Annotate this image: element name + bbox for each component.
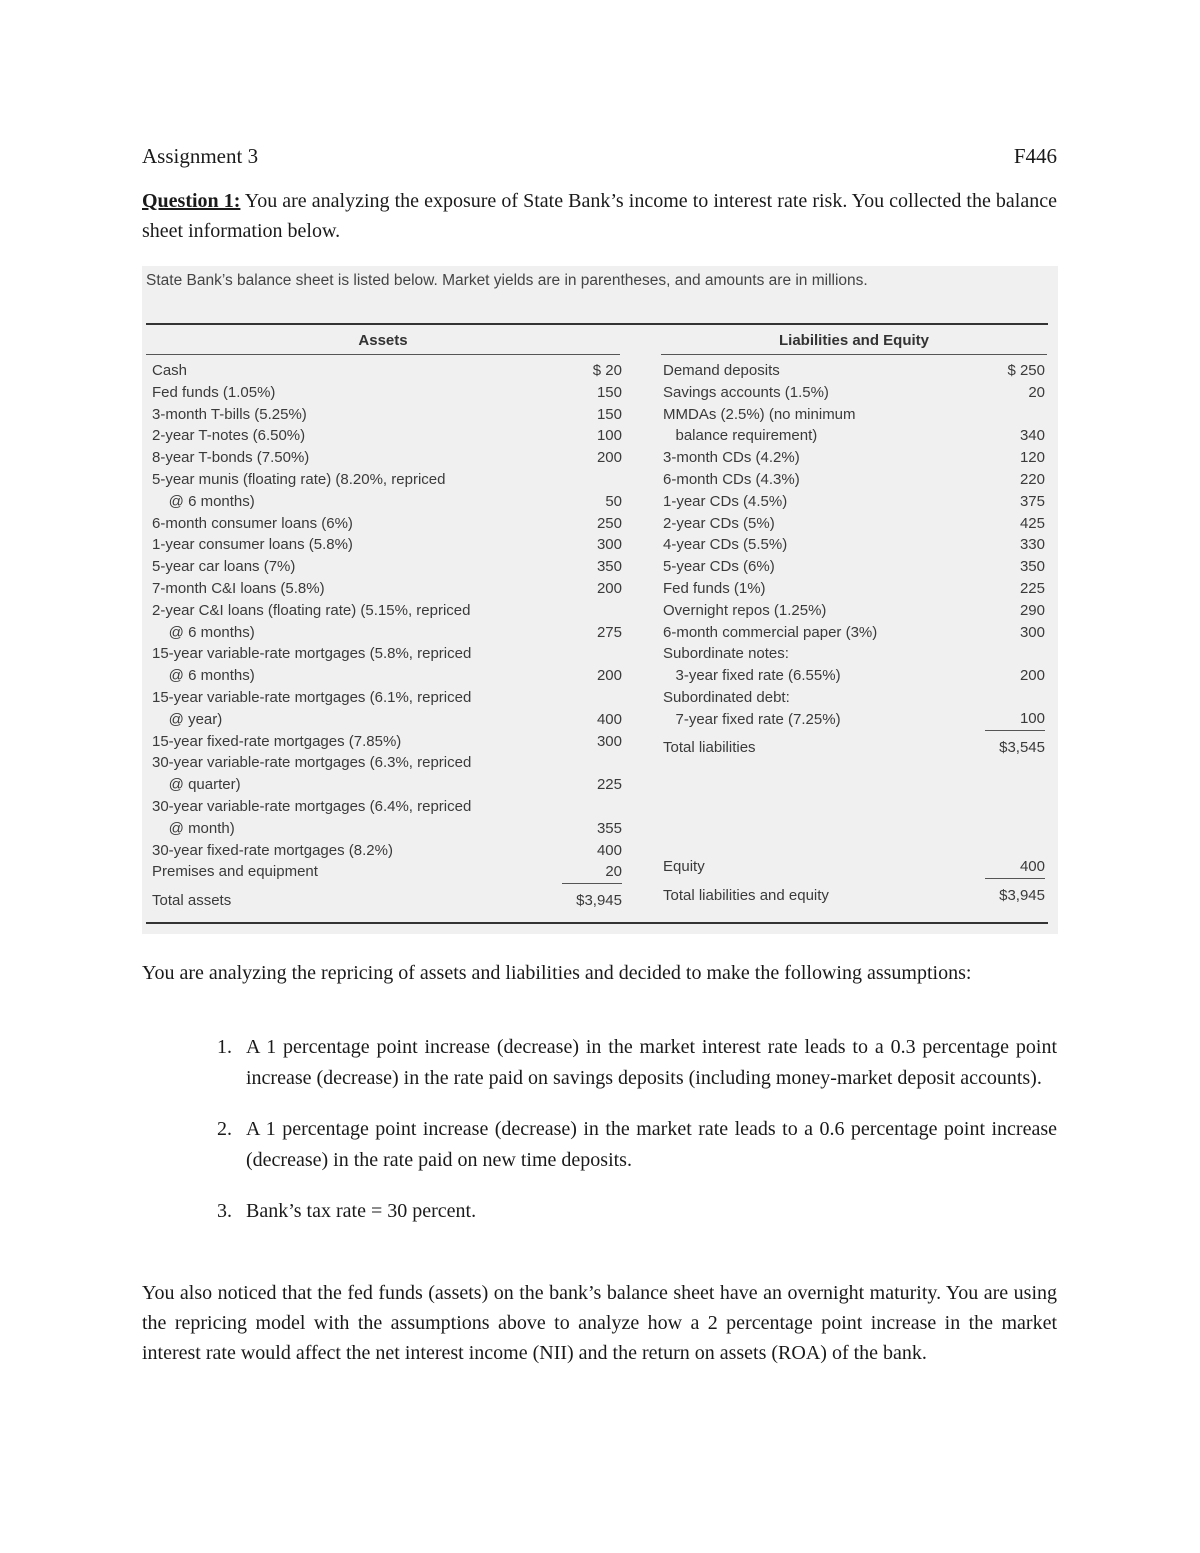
table-row xyxy=(663,687,1045,731)
question-1 xyxy=(142,186,1057,246)
row-label: Total assets xyxy=(152,892,232,910)
row-label: Subordinated debt: 7-year fixed rate (7.25%) xyxy=(663,688,841,728)
row-amount: 120 xyxy=(1019,449,1045,467)
list-text: A 1 percentage point increase (decrease) in the market rate leads to a 0.6 percentage point increase (decrease) in the rate paid on new time deposits. xyxy=(246,1118,1057,1171)
table-row xyxy=(152,731,622,753)
row-amount: 300 xyxy=(596,536,622,554)
row-label: 5-year car loans (7%) xyxy=(152,558,296,576)
table-row xyxy=(152,360,622,382)
row-amount: 200 xyxy=(596,667,622,685)
table-row xyxy=(152,796,622,840)
row-amount: 275 xyxy=(596,623,622,641)
table-row xyxy=(663,491,1045,513)
table-row xyxy=(663,856,1045,879)
row-label: 15-year fixed-rate mortgages (7.85%) xyxy=(152,732,402,750)
table-row xyxy=(663,643,1045,687)
list-number: 1. xyxy=(217,1036,232,1058)
list-number: 2. xyxy=(217,1118,232,1140)
row-label: Total liabilities xyxy=(663,738,756,756)
row-amount: 425 xyxy=(1019,514,1045,532)
table-row xyxy=(663,447,1045,469)
table-row xyxy=(152,578,622,600)
table-row xyxy=(152,513,622,535)
row-amount: 355 xyxy=(596,819,622,837)
row-label: Cash xyxy=(152,362,188,379)
row-label: 8-year T-bonds (7.50%) xyxy=(152,449,310,467)
row-amount: $ 20 xyxy=(592,362,622,379)
row-label: Equity xyxy=(663,858,705,876)
table-row xyxy=(663,382,1045,404)
closing-paragraph: You also noticed that the fed funds (assets) on the bank’s balance sheet have an overnight maturity. You are using the repricing model with the assumptions above to analyze how a 2 percentage point increase in the market interest rate would affect the net interest income (NII) and the return on assets (ROA) of the bank. xyxy=(142,1282,1057,1364)
row-label: Overnight repos (1.25%) xyxy=(663,601,827,619)
table-top-rule xyxy=(146,323,1048,325)
table-row xyxy=(152,425,622,447)
row-label: 15-year variable-rate mortgages (5.8%, repriced @ 6 months) xyxy=(152,645,472,685)
row-amount: $ 250 xyxy=(1007,362,1045,379)
row-amount: 400 xyxy=(596,710,622,728)
row-amount: 300 xyxy=(596,732,622,750)
row-amount: 220 xyxy=(1019,470,1045,488)
table-row xyxy=(152,600,622,644)
row-amount: 200 xyxy=(596,579,622,597)
row-label: 3-month CDs (4.2%) xyxy=(663,449,800,467)
row-amount: 350 xyxy=(596,558,622,576)
list-item xyxy=(142,1032,1057,1094)
row-amount: 100 xyxy=(985,708,1045,731)
row-label: 5-year CDs (6%) xyxy=(663,558,775,576)
table-row xyxy=(663,737,1045,759)
row-amount: 20 xyxy=(562,861,622,884)
row-amount: 290 xyxy=(1019,601,1045,619)
table-row xyxy=(152,534,622,556)
row-label: Total liabilities and equity xyxy=(663,887,829,905)
liabilities-header: Liabilities and Equity xyxy=(778,332,930,349)
row-amount: 200 xyxy=(1019,667,1045,685)
row-label: Savings accounts (1.5%) xyxy=(663,383,829,401)
row-label: 5-year munis (floating rate) (8.20%, repriced @ 6 months) xyxy=(152,470,446,510)
table-row xyxy=(663,885,1045,907)
row-amount: 150 xyxy=(596,405,622,423)
table-row xyxy=(152,840,622,862)
row-amount: 330 xyxy=(1019,536,1045,554)
row-amount: 150 xyxy=(596,383,622,401)
list-number: 3. xyxy=(217,1200,232,1222)
row-label: 6-month commercial paper (3%) xyxy=(663,623,878,641)
row-label: 1-year CDs (4.5%) xyxy=(663,492,788,510)
row-label: 2-year CDs (5%) xyxy=(663,514,775,532)
table-row xyxy=(152,861,622,884)
question-label: Question 1: xyxy=(142,190,241,212)
row-amount: 340 xyxy=(1019,427,1045,445)
row-label: 6-month consumer loans (6%) xyxy=(152,514,353,532)
list-item xyxy=(142,1114,1057,1176)
table-row xyxy=(152,382,622,404)
question-text: You are analyzing the exposure of State Bank’s income to interest rate risk. You collected the balance sheet information below. xyxy=(142,190,1057,242)
row-amount: $3,945 xyxy=(999,887,1045,905)
table-bottom-rule xyxy=(146,922,1048,924)
row-amount: 20 xyxy=(1028,383,1045,401)
row-amount: 225 xyxy=(1019,579,1045,597)
row-label: 6-month CDs (4.3%) xyxy=(663,470,800,488)
row-label: Fed funds (1.05%) xyxy=(152,383,276,401)
row-label: 1-year consumer loans (5.8%) xyxy=(152,536,353,554)
table-row xyxy=(152,447,622,469)
table-row xyxy=(663,556,1045,578)
row-label: 7-month C&I loans (5.8%) xyxy=(152,579,325,597)
row-label: Subordinate notes: 3-year fixed rate (6.55%) xyxy=(663,645,841,685)
assumptions-list xyxy=(142,1032,1057,1247)
liabilities-header-rule xyxy=(661,354,1047,355)
row-amount: 400 xyxy=(985,856,1045,879)
row-label: Fed funds (1%) xyxy=(663,579,766,597)
row-amount: 100 xyxy=(596,427,622,445)
table-row xyxy=(663,469,1045,491)
row-label: 3-month T-bills (5.25%) xyxy=(152,405,307,423)
course-code: F446 xyxy=(1013,144,1057,168)
row-label: 30-year variable-rate mortgages (6.3%, repriced @ quarter) xyxy=(152,754,472,794)
table-row xyxy=(663,578,1045,600)
row-label: Premises and equipment xyxy=(152,863,318,881)
row-amount: 225 xyxy=(596,776,622,794)
table-row xyxy=(152,890,622,912)
row-amount: 250 xyxy=(596,514,622,532)
table-row xyxy=(663,404,1045,448)
row-amount: $3,945 xyxy=(576,892,622,910)
table-row xyxy=(152,404,622,426)
table-row xyxy=(152,469,622,513)
list-item xyxy=(142,1196,1057,1227)
row-label: Demand deposits xyxy=(663,362,780,379)
row-amount: 400 xyxy=(596,841,622,859)
table-row xyxy=(663,600,1045,622)
assets-header: Assets xyxy=(358,332,408,349)
liabilities-column xyxy=(663,360,1045,907)
row-amount: $3,545 xyxy=(999,738,1045,756)
table-row xyxy=(663,534,1045,556)
assumptions-intro: You are analyzing the repricing of assets and liabilities and decided to make the following assumptions: xyxy=(142,962,972,984)
assets-header-rule xyxy=(146,354,620,355)
table-row xyxy=(152,752,622,796)
assignment-title: Assignment 3 xyxy=(142,144,259,168)
row-label: MMDAs (2.5%) (no minimum balance requirement) xyxy=(663,405,856,445)
list-text: A 1 percentage point increase (decrease) in the market interest rate leads to a 0.3 percentage point increase (decrease) in the rate paid on savings deposits (including money-market deposit accounts). xyxy=(246,1036,1057,1089)
row-label: 30-year variable-rate mortgages (6.4%, repriced @ month) xyxy=(152,797,472,837)
row-amount: 50 xyxy=(605,492,622,510)
table-row xyxy=(152,687,622,731)
table-row xyxy=(663,360,1045,382)
row-amount: 200 xyxy=(596,449,622,467)
page-header xyxy=(142,144,1057,169)
row-label: 2-year C&I loans (floating rate) (5.15%, repriced @ 6 months) xyxy=(152,601,471,641)
table-row xyxy=(152,556,622,578)
row-label: 2-year T-notes (6.50%) xyxy=(152,427,306,445)
row-label: 4-year CDs (5.5%) xyxy=(663,536,788,554)
row-label: 30-year fixed-rate mortgages (8.2%) xyxy=(152,841,393,859)
list-text: Bank’s tax rate = 30 percent. xyxy=(246,1200,477,1222)
balance-sheet-figure xyxy=(142,266,1058,934)
row-amount: 300 xyxy=(1019,623,1045,641)
row-amount: 350 xyxy=(1019,558,1045,576)
assets-column xyxy=(152,360,622,912)
table-row xyxy=(152,643,622,687)
row-label: 15-year variable-rate mortgages (6.1%, repriced @ year) xyxy=(152,688,472,728)
table-row xyxy=(663,513,1045,535)
table-row xyxy=(663,622,1045,644)
table-caption: State Bank’s balance sheet is listed below. Market yields are in parentheses, and amounts are in millions. xyxy=(146,272,868,289)
row-amount: 375 xyxy=(1019,492,1045,510)
